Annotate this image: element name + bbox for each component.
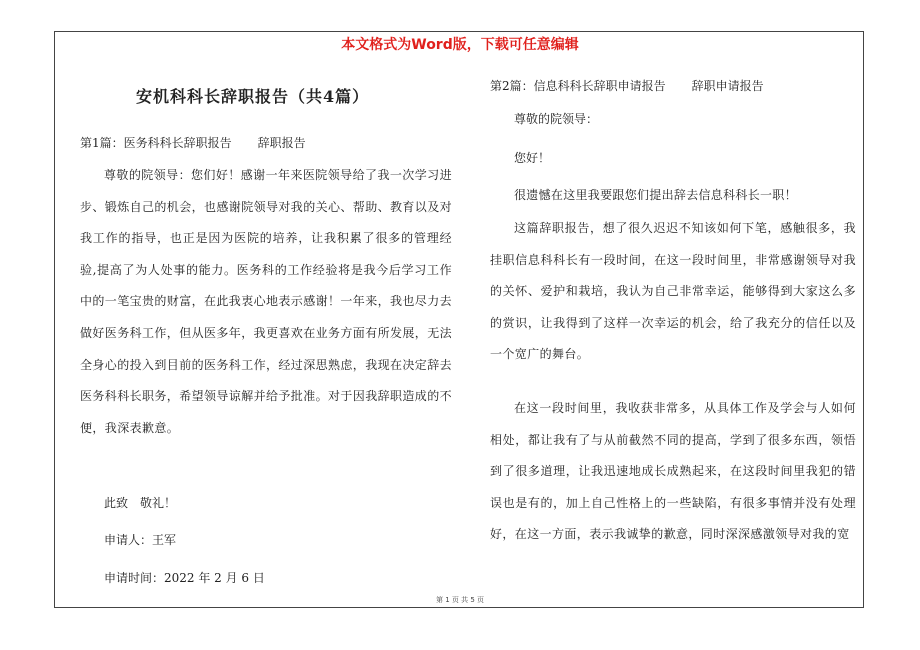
right-section-heading	[490, 77, 764, 94]
right-heading-main: 第2篇：信息科科长辞职申请报告	[490, 79, 666, 93]
left-section-heading	[80, 134, 306, 151]
right-heading-sub: 辞职申请报告	[691, 79, 764, 93]
left-heading-main: 第1篇：医务科科长辞职报告	[80, 136, 232, 150]
right-greeting: 尊敬的院领导：	[514, 112, 599, 126]
left-applicant: 申请人：王军	[104, 533, 177, 547]
right-hello: 您好！	[514, 151, 551, 165]
word-format-banner: 本文格式为Word版，下载可任意编辑	[341, 37, 579, 53]
document-title: 安机科科长辞职报告（共4篇）	[136, 87, 370, 106]
left-date: 申请时间：2022 年 2 月 6 日	[104, 571, 265, 585]
right-paragraph-1: 这篇辞职报告，想了很久迟迟不知该如何下笔，感触很多，我挂职信息科科长有一段时间，在这一段时间里，非常感谢领导对我的关怀、爱护和栽培，我认为自己非常幸运，能够得到大家这么多的赏识，让我得到了这样一次幸运的机会，给了我充分的信任以及一个宽广的舞台。	[490, 221, 856, 362]
right-paragraph-2: 在这一段时间里，我收获非常多，从具体工作及学会与人如何相处，都让我有了与从前截然不同的提高，学到了很多东西，领悟到了很多道理，让我迅速地成长成熟起来，在这段时间里我犯的错误也是有的，加上自己性格上的一些缺陷，有很多事情并没有处理好，在这一方面，表示我诚挚的歉意，同时深深感激领导对我的宽	[490, 401, 856, 542]
left-heading-sub: 辞职报告	[257, 136, 306, 150]
left-closing: 此致 敬礼！	[104, 496, 177, 510]
left-body-paragraph: 尊敬的院领导：您们好！感谢一年来医院领导给了我一次学习进步、锻炼自己的机会，也感谢院领导对我的关心、帮助、教育以及对我工作的指导，也正是因为医院的培养，让我积累了很多的管理经验,提高了为人处事的能力。医务科的工作经验将是我今后学习工作中的一笔宝贵的财富，在此我衷心地表示感谢！一年来，我也尽力去做好医务科工作，但从医多年，我更喜欢在业务方面有所发展，无法全身心的投入到目前的医务科工作，经过深思熟虑，我现在决定辞去医务科科长职务，希望领导谅解并给予批准。对于因我辞职造成的不便，我深表歉意。	[80, 168, 453, 435]
right-regret: 很遗憾在这里我要跟您们提出辞去信息科科长一职！	[514, 188, 797, 202]
page-footer: 第 1 页 共 5 页	[435, 596, 485, 604]
